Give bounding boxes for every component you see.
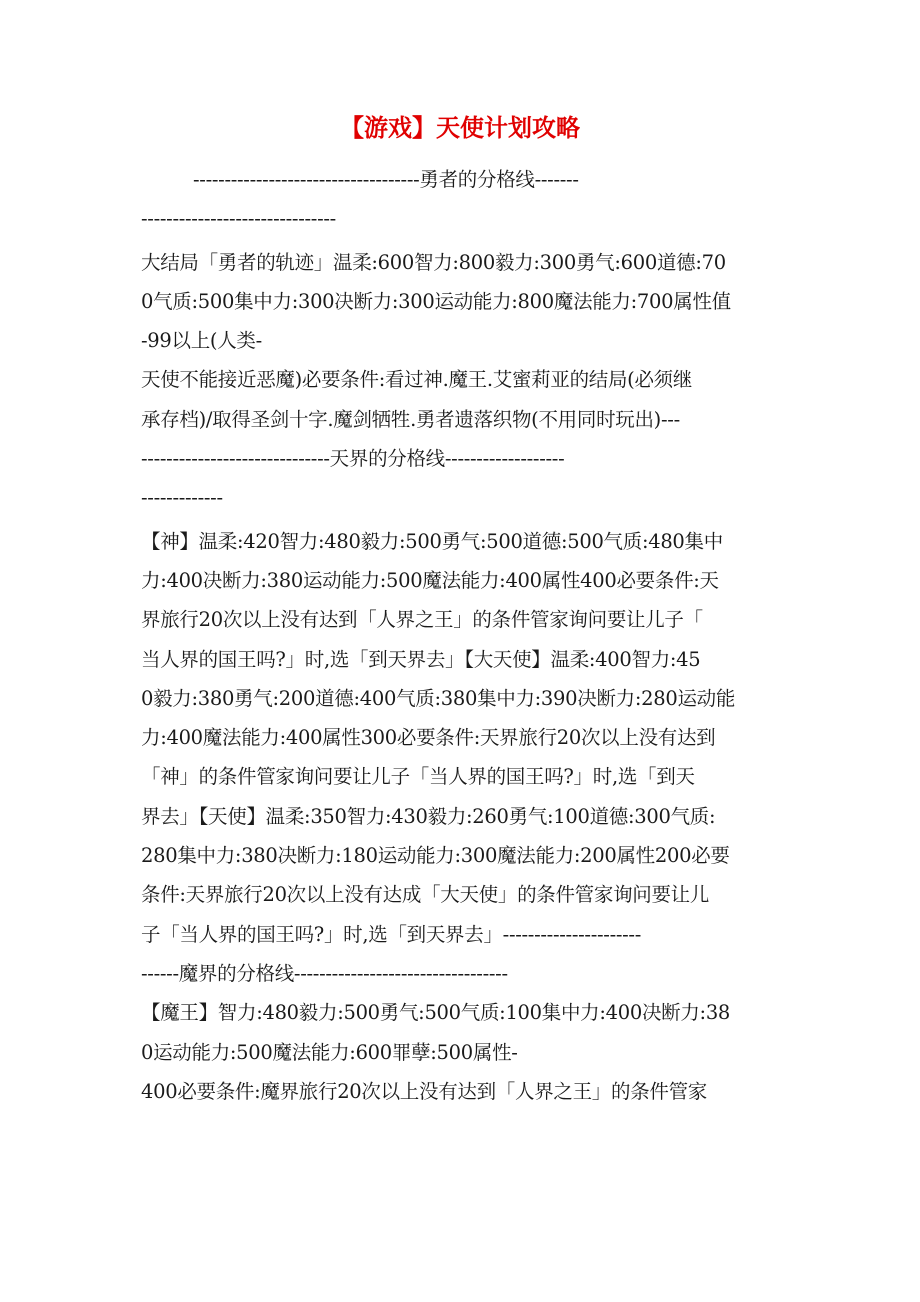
section-heaven-endings bbox=[141, 522, 781, 994]
section-hero-ending bbox=[141, 243, 781, 518]
divider-line-heaven-continued: ------------- bbox=[141, 486, 223, 510]
text-line: 0运动能力:500魔法能力:600罪孽:500属性- bbox=[141, 1040, 518, 1064]
text-line: 【魔王】智力:480毅力:500勇气:500气质:100集中力:400决断力:38 bbox=[141, 1001, 731, 1025]
divider-line-heaven: ------------------------------天界的分格线------------------- bbox=[141, 447, 565, 471]
text-line: 【神】温柔:420智力:480毅力:500勇气:500道德:500气质:480集中 bbox=[141, 529, 723, 553]
document-body bbox=[141, 160, 781, 1111]
document-title: 【游戏】天使计划攻略 bbox=[340, 114, 580, 142]
divider-line-hero-continued: ------------------------------- bbox=[141, 207, 336, 231]
text-line: -99以上(人类- bbox=[141, 329, 262, 353]
text-line: 当人界的国王吗?」时,选「到天界去」【大天使】温柔:400智力:45 bbox=[141, 647, 701, 671]
text-line: 大结局「勇者的轨迹」温柔:600智力:800毅力:300勇气:600道德:70 bbox=[141, 250, 726, 274]
text-line: 界去」【天使】温柔:350智力:430毅力:260勇气:100道德:300气质: bbox=[141, 804, 716, 828]
text-line: 0毅力:380勇气:200道德:400气质:380集中力:390决断力:280运动能 bbox=[141, 686, 736, 710]
section-demon-endings bbox=[141, 993, 781, 1111]
text-line: 280集中力:380决断力:180运动能力:300魔法能力:200属性200必要 bbox=[141, 844, 730, 868]
section-hero-divider bbox=[141, 160, 781, 239]
text-line: 界旅行20次以上没有达到「人界之王」的条件管家询问要让儿子「 bbox=[141, 608, 703, 632]
text-line: 子「当人界的国王吗?」时,选「到天界去」---------------------- bbox=[141, 922, 642, 946]
text-line: 400必要条件:魔界旅行20次以上没有达到「人界之王」的条件管家 bbox=[141, 1079, 708, 1103]
text-line: 承存档)/取得圣剑十字.魔剑牺牲.勇者遗落织物(不用同时玩出)--- bbox=[141, 407, 680, 431]
text-line: 天使不能接近恶魔)必要条件:看过神.魔王.艾蜜莉亚的结局(必须继 bbox=[141, 368, 693, 392]
text-line: 力:400魔法能力:400属性300必要条件:天界旅行20次以上没有达到 bbox=[141, 726, 716, 750]
divider-line-hero: ------------------------------------勇者的分格线------- bbox=[193, 168, 579, 191]
text-line: 0气质:500集中力:300决断力:300运动能力:800魔法能力:700属性值 bbox=[141, 289, 731, 313]
text-line: 条件:天界旅行20次以上没有达成「大天使」的条件管家询问要让儿 bbox=[141, 883, 710, 907]
divider-line-demon: ------魔界的分格线---------------------------------- bbox=[141, 961, 508, 985]
text-line: 「神」的条件管家询问要让儿子「当人界的国王吗?」时,选「到天 bbox=[141, 765, 695, 789]
text-line: 力:400决断力:380运动能力:500魔法能力:400属性400必要条件:天 bbox=[141, 568, 719, 592]
